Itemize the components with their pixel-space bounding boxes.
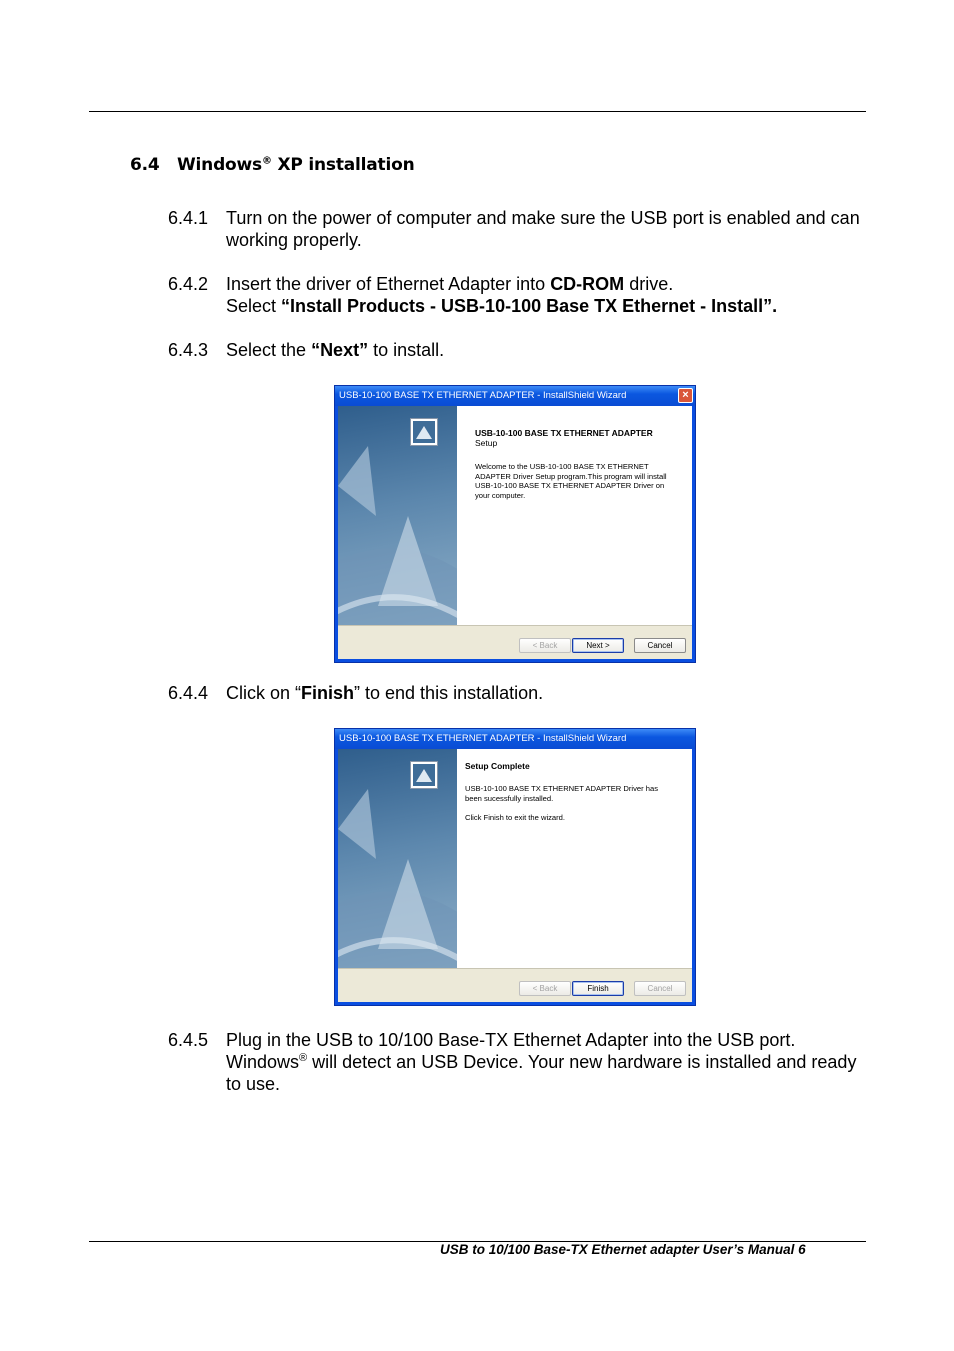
wizard-side-panel: [338, 749, 457, 968]
finish-bold: Finish: [301, 683, 355, 703]
section-heading: [130, 155, 414, 175]
step-text: Plug in the USB to 10/100 Base-TX Ethernet Adapter into the USB port.: [226, 1030, 796, 1050]
section-number: 6.4: [130, 155, 160, 175]
step-6-4-1: [168, 207, 866, 251]
step-number: 6.4.2: [168, 274, 209, 294]
step-text: drive.: [624, 274, 674, 294]
wizard-heading: Setup Complete: [465, 761, 530, 771]
page-footer: USB to 10/100 Base-TX Ethernet adapter User’s Manual 6: [440, 1242, 806, 1257]
cancel-button[interactable]: Cancel: [634, 981, 686, 996]
next-button[interactable]: Next >: [572, 638, 624, 653]
dialog-title: USB-10-100 BASE TX ETHERNET ADAPTER - InstallShield Wizard: [335, 729, 695, 749]
section-title-prefix: Windows: [177, 155, 262, 175]
close-icon[interactable]: ×: [678, 388, 693, 403]
setup-icon: [410, 418, 438, 446]
setup-icon: [410, 761, 438, 789]
step-text: Click on “: [226, 683, 302, 703]
back-button[interactable]: < Back: [519, 981, 571, 996]
step-text: Select: [226, 296, 282, 316]
header-rule: [89, 111, 866, 112]
step-6-4-4: [168, 682, 866, 704]
back-button[interactable]: < Back: [519, 638, 571, 653]
wizard-exit-text: Click Finish to exit the wizard.: [465, 813, 566, 822]
wizard-heading: USB-10-100 BASE TX ETHERNET ADAPTER: [475, 428, 653, 438]
registered-mark: ®: [261, 155, 272, 167]
sail-graphic: [338, 749, 457, 968]
install-path-bold: “Install Products - USB-10-100 Base TX Ethernet - Install”.: [281, 296, 778, 316]
step-text: Windows: [226, 1052, 300, 1072]
sail-graphic: [338, 406, 457, 625]
next-bold: “Next”: [311, 340, 369, 360]
dialog-title: USB-10-100 BASE TX ETHERNET ADAPTER - InstallShield Wizard: [335, 386, 695, 406]
wizard-welcome-text: Welcome to the USB-10-100 BASE TX ETHERNET ADAPTER Driver Setup program.This program will install USB-10-100 BASE TX ETHERNET ADAPTER Driver on your computer.: [475, 462, 667, 500]
wizard-side-panel: [338, 406, 457, 625]
wizard-footer: [338, 968, 692, 1002]
step-6-4-2: [168, 273, 866, 317]
wizard-content: [457, 406, 692, 625]
registered-mark: ®: [299, 1052, 308, 1064]
step-number: 6.4.4: [168, 683, 209, 703]
step-number: 6.4.3: [168, 340, 209, 360]
step-text: Insert the driver of Ethernet Adapter into: [226, 274, 551, 294]
wizard-footer: [338, 625, 692, 659]
step-number: 6.4.1: [168, 208, 209, 228]
wizard-subheading: Setup: [475, 438, 498, 448]
step-text: Select the: [226, 340, 312, 360]
wizard-content: [457, 749, 692, 968]
step-text: Turn on the power of computer and make sure the USB port is enabled and can working properly.: [226, 208, 860, 250]
step-6-4-3: [168, 339, 866, 361]
cd-rom-bold: CD-ROM: [550, 274, 625, 294]
section-title-suffix: XP installation: [271, 155, 415, 175]
step-text: ” to end this installation.: [354, 683, 544, 703]
installshield-welcome-dialog: [334, 385, 696, 663]
installshield-complete-dialog: [334, 728, 696, 1006]
step-text: will detect an USB Device. Your new hardware is installed and ready to use.: [226, 1052, 857, 1094]
cancel-button[interactable]: Cancel: [634, 638, 686, 653]
step-text: to install.: [368, 340, 445, 360]
step-number: 6.4.5: [168, 1030, 209, 1050]
step-6-4-5: [168, 1029, 866, 1095]
wizard-complete-text: USB-10-100 BASE TX ETHERNET ADAPTER Driver has been sucessfully installed.: [465, 784, 658, 803]
finish-button[interactable]: Finish: [572, 981, 624, 996]
